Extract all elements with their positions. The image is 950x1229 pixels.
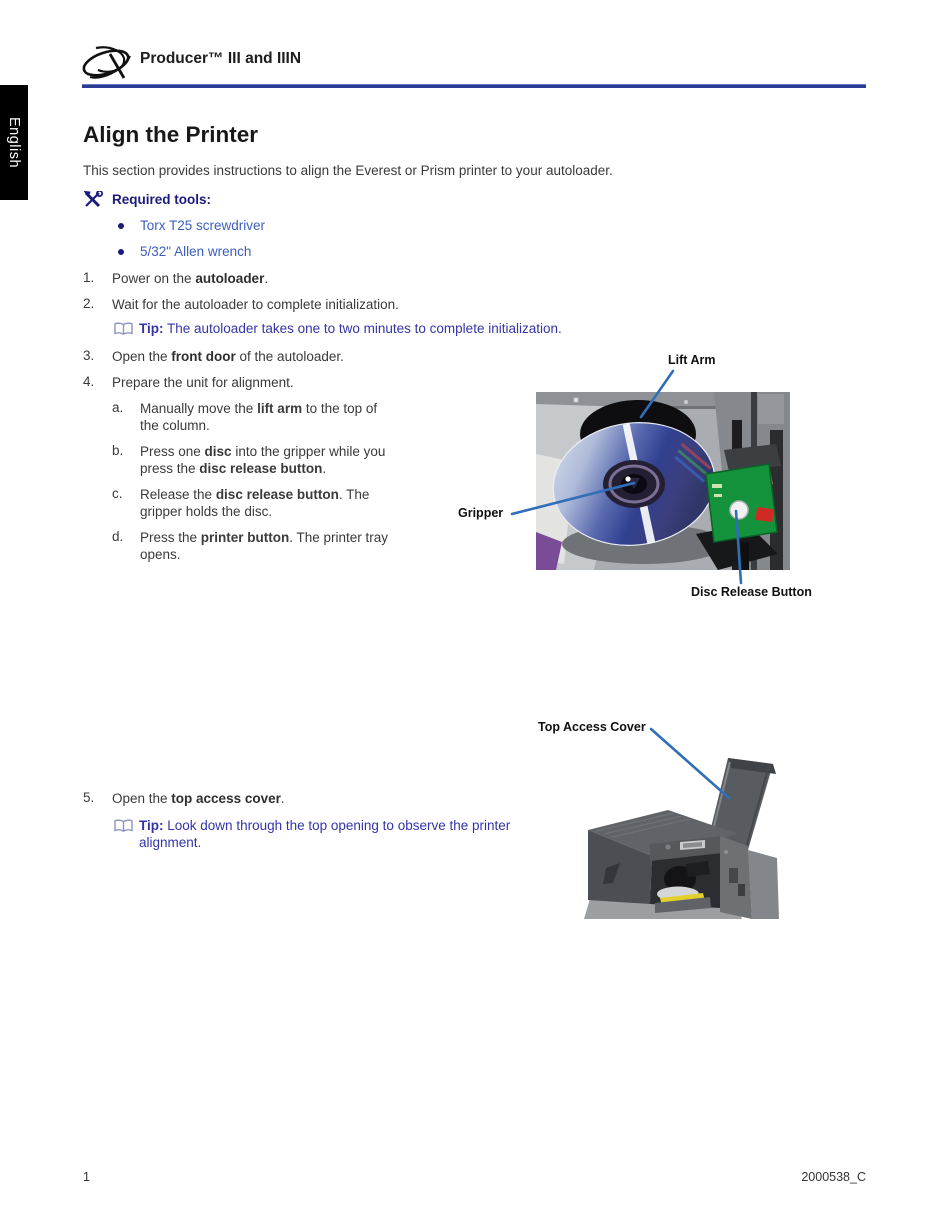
step-text: Open the front door of the autoloader.: [112, 349, 344, 364]
substep-letter: d.: [112, 529, 124, 544]
tip-label: Tip:: [139, 321, 164, 336]
substep-letter: b.: [112, 443, 124, 458]
substep-text: Release the disc release button. The gripper holds the disc.: [140, 487, 370, 519]
language-tab-label: English: [6, 116, 22, 169]
substep-text: Press one disc into the gripper while you press the disc release button.: [140, 444, 386, 476]
required-tools-heading: Required tools:: [112, 192, 212, 207]
bullet-icon: [118, 249, 124, 255]
disc-gripper-photo: [536, 392, 790, 570]
header-rule: [82, 84, 866, 88]
step-number: 5.: [83, 790, 95, 805]
step-number: 2.: [83, 296, 95, 311]
tip-text: Look down through the top opening to observe the printer alignment.: [139, 818, 511, 850]
label-top-access-cover: Top Access Cover: [538, 720, 646, 734]
document-number: 2000538_C: [801, 1170, 866, 1184]
substep-letter: a.: [112, 400, 124, 415]
step-number: 3.: [83, 348, 95, 363]
intro-paragraph: This section provides instructions to align the Everest or Prism printer to your autoloader.: [83, 163, 613, 178]
rimage-swoosh-logo-icon: [80, 44, 134, 82]
tip-text: The autoloader takes one to two minutes to complete initialization.: [167, 321, 562, 336]
language-tab-english: [0, 85, 28, 200]
page-number: 1: [83, 1170, 90, 1184]
crossed-tools-icon: [84, 191, 103, 209]
substep-text: Manually move the lift arm to the top of the column.: [140, 401, 378, 433]
page-title: Align the Printer: [83, 122, 259, 147]
substep-text: Press the printer button. The printer tray opens.: [140, 530, 389, 562]
product-title: Producer™ III and IIIN: [140, 50, 302, 67]
label-gripper: Gripper: [458, 506, 504, 520]
step-text: Open the top access cover.: [112, 791, 285, 806]
tip-label: Tip:: [139, 818, 164, 833]
step-text: Wait for the autoloader to complete initialization.: [112, 297, 399, 312]
step-number: 1.: [83, 270, 95, 285]
open-book-icon: [114, 819, 133, 833]
substep-letter: c.: [112, 486, 123, 501]
step-number: 4.: [83, 374, 95, 389]
tool-link-torx[interactable]: Torx T25 screwdriver: [140, 218, 266, 233]
bullet-icon: [118, 223, 124, 229]
step-text: Power on the autoloader.: [112, 271, 269, 286]
printer-top-cover-photo: [580, 752, 780, 919]
tool-link-allen[interactable]: 5/32" Allen wrench: [140, 244, 252, 259]
label-disc-release-button: Disc Release Button: [691, 585, 812, 599]
label-lift-arm: Lift Arm: [668, 353, 716, 367]
step-text: Prepare the unit for alignment.: [112, 375, 294, 390]
open-book-icon: [114, 322, 133, 336]
